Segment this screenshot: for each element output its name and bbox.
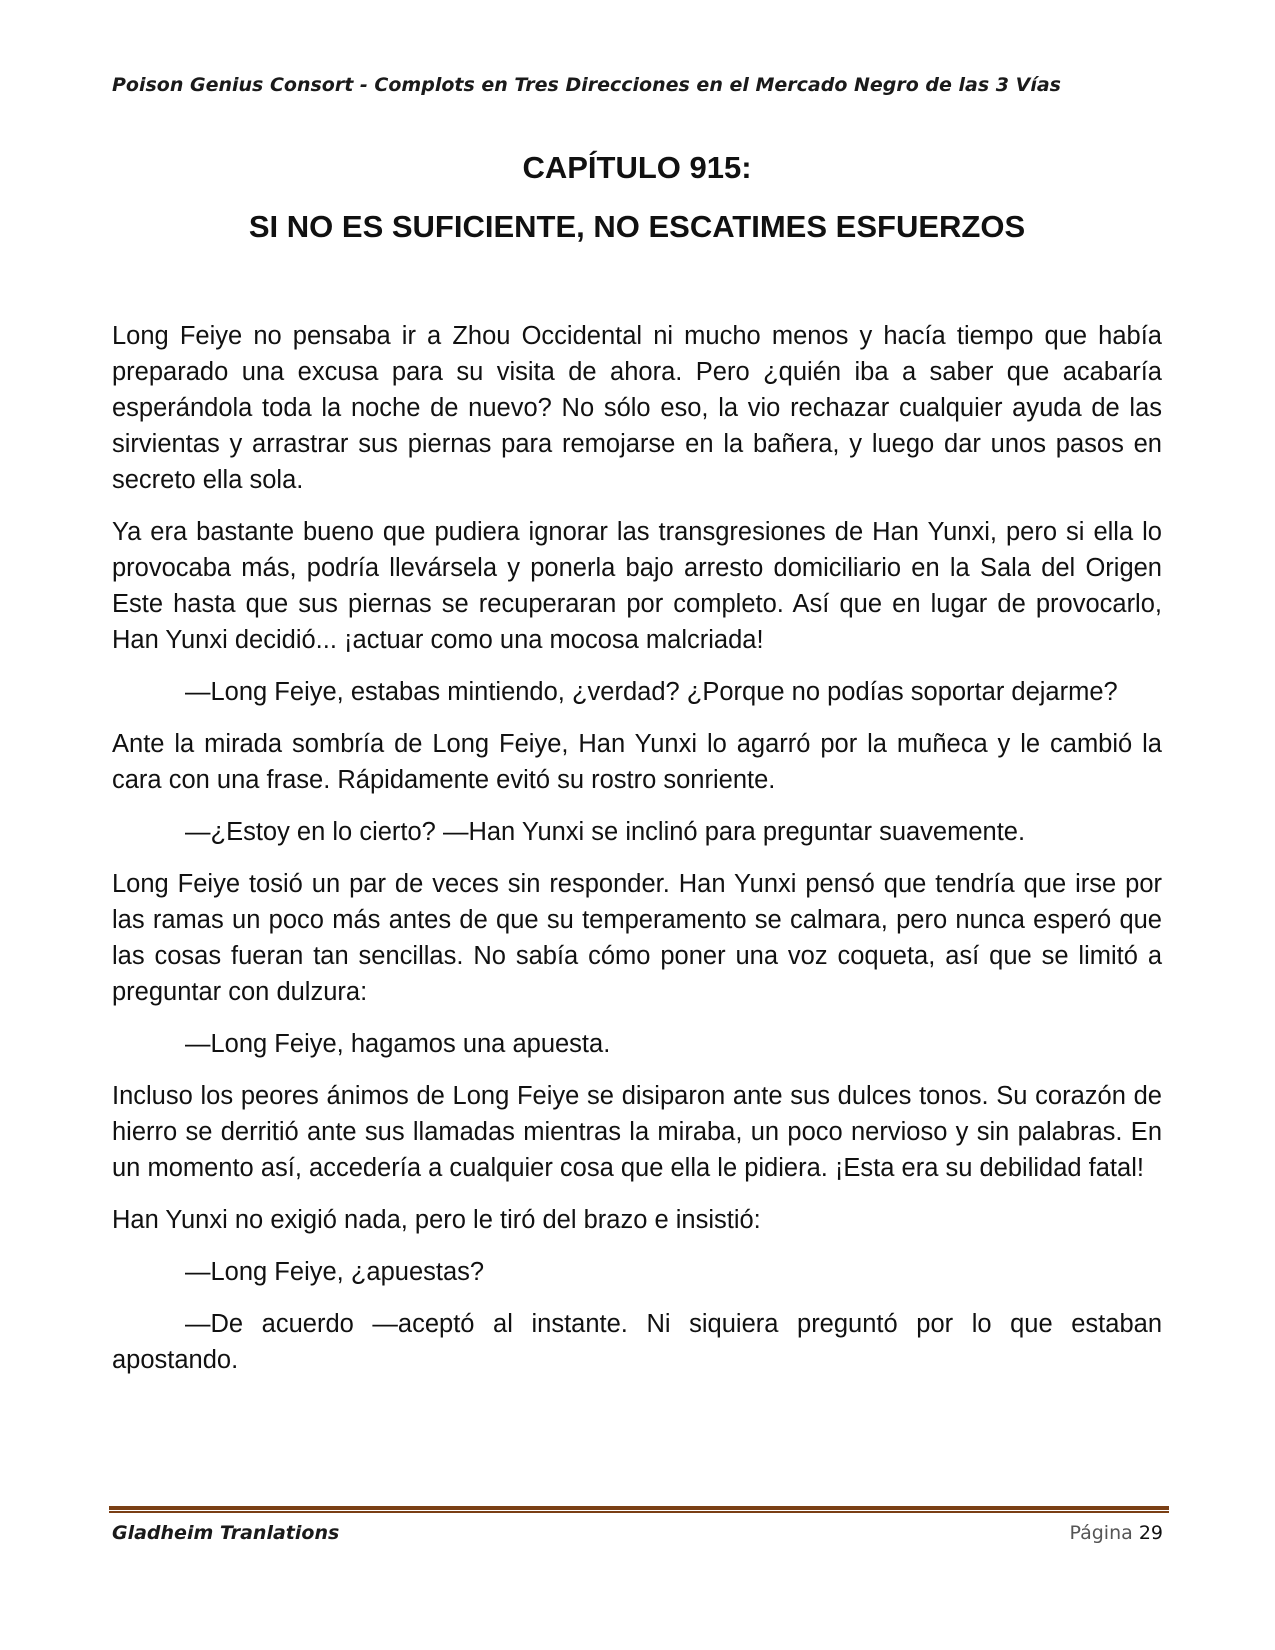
dialogue-paragraph: —Long Feiye, hagamos una apuesta. [185,1030,611,1058]
chapter-number: CAPÍTULO 915: [522,150,752,185]
dialogue-paragraph: —Long Feiye, estabas mintiendo, ¿verdad? ¿Porque no podías soportar dejarme? [185,678,1118,706]
body-text [112,318,1162,1394]
paragraph: Han Yunxi no exigió nada, pero le tiró del brazo e insistió: [112,1206,761,1234]
dialogue-paragraph: —¿Estoy en lo cierto? —Han Yunxi se inclinó para preguntar suavemente. [185,818,1026,846]
page-number-value: 29 [1138,1522,1163,1544]
dialogue-paragraph: —De acuerdo —aceptó al instante. Ni siquiera preguntó por lo que estaban apostando. [112,1310,1162,1374]
running-header: Poison Genius Consort - Complots en Tres Direcciones en el Mercado Negro de las 3 Vías [112,74,1061,96]
paragraph: Ante la mirada sombría de Long Feiye, Han Yunxi lo agarró por la muñeca y le cambió la cara con una frase. Rápidamente evitó su rostro sonriente. [112,730,1162,794]
chapter-title: SI NO ES SUFICIENTE, NO ESCATIMES ESFUERZOS [248,209,1026,244]
paragraph: Long Feiye no pensaba ir a Zhou Occidental ni mucho menos y hacía tiempo que había preparado una excusa para su visita de ahora. Pero ¿quién iba a saber que acabaría esperándola toda la noche de nuevo? No sólo eso, la vio rechazar cualquier ayuda de las sirvientas y arrastrar sus piernas para remojarse en la bañera, y luego dar unos pasos en secreto ella sola. [112,322,1162,494]
paragraph: Incluso los peores ánimos de Long Feiye se disiparon ante sus dulces tonos. Su corazón de hierro se derritió ante sus llamadas mientras la miraba, un poco nervioso y sin palabras. En un momento así, accedería a cualquier cosa que ella le pidiera. ¡Esta era su debilidad fatal! [112,1082,1162,1182]
paragraph: Ya era bastante bueno que pudiera ignorar las transgresiones de Han Yunxi, pero si ella lo provocaba más, podría llevársela y ponerla bajo arresto domiciliario en la Sala del Origen Este hasta que sus piernas se recuperaran por completo. Así que en lugar de provocarlo, Han Yunxi decidió... ¡actuar como una mocosa malcriada! [112,518,1162,654]
footer-divider [109,1506,1169,1513]
page-number [1069,1522,1163,1544]
footer-credit: Gladheim Tranlations [112,1522,340,1544]
dialogue-paragraph: —Long Feiye, ¿apuestas? [185,1258,485,1286]
paragraph: Long Feiye tosió un par de veces sin responder. Han Yunxi pensó que tendría que irse por las ramas un poco más antes de que su temperamento se calmara, pero nunca esperó que las cosas fueran tan sencillas. No sabía cómo poner una voz coqueta, así que se limitó a preguntar con dulzura: [112,870,1162,1006]
page-label: Página [1069,1522,1133,1544]
